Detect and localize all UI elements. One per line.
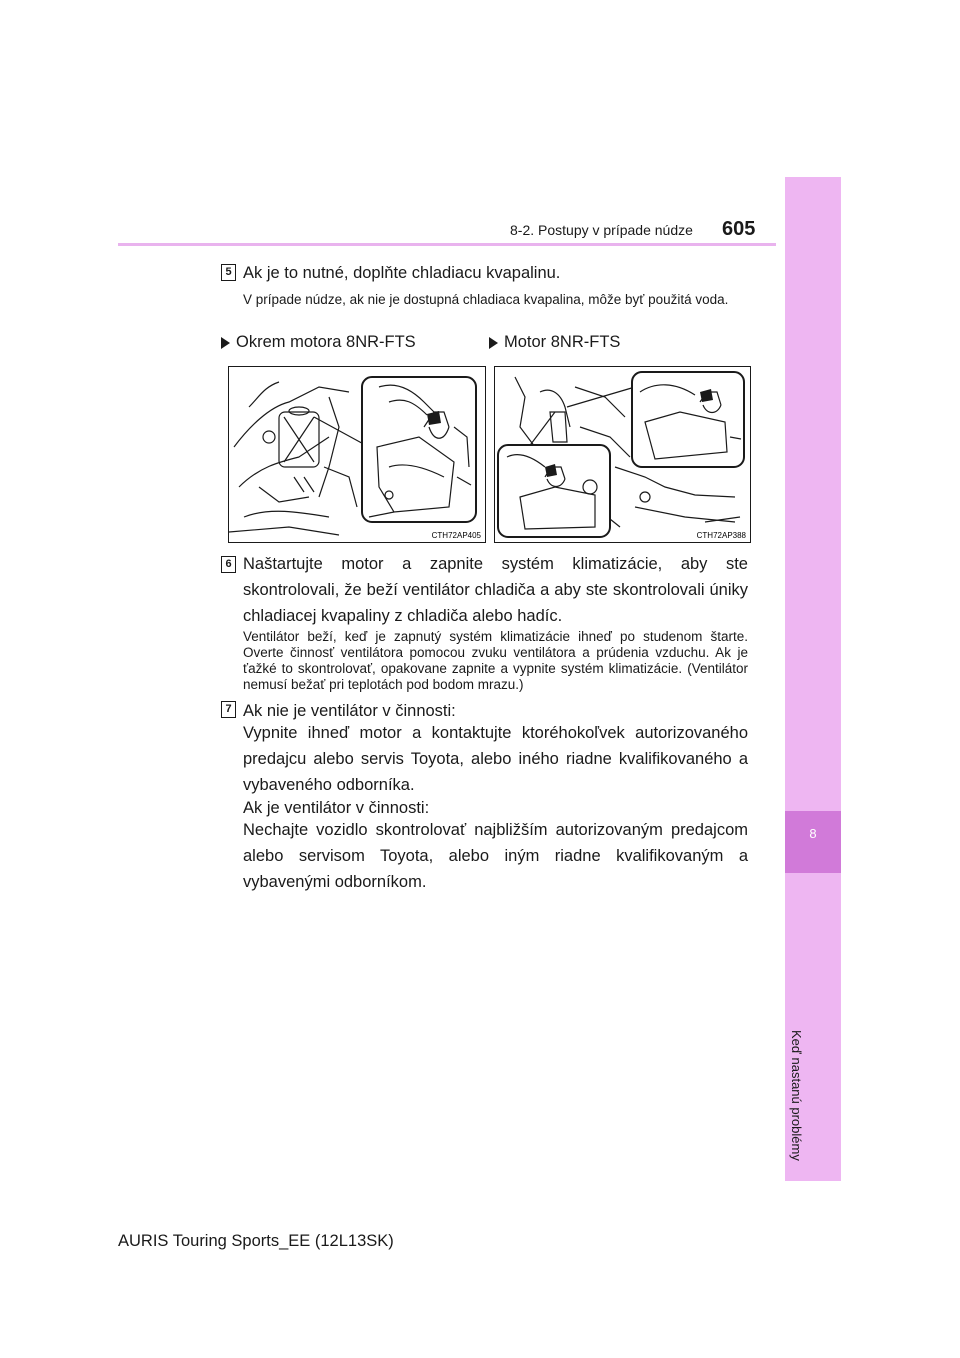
chapter-number: 8 bbox=[809, 826, 817, 841]
bullet-arrow-icon bbox=[221, 337, 230, 349]
page-number: 605 bbox=[722, 218, 756, 240]
step-6-note: Ventilátor beží, keď je zapnutý systém klimatizácie ihneď po studenom štarte. Overte činnosť ventilátora pomocou zvuku ventilátora a prúdenia vzduchu. Ak je ťažké to skontrolovať, opakovane zapnite a vypnite systém klimatizácie. (Ventilátor nemusí bežať pri teplotách pod bodom mrazu.) bbox=[243, 629, 748, 692]
engine-figure-right bbox=[494, 366, 751, 543]
figure-caption-right-text: Motor 8NR-FTS bbox=[504, 333, 621, 351]
figure-caption-right bbox=[489, 333, 620, 352]
engine-figure-left bbox=[228, 366, 486, 543]
step-7-text-4: Nechajte vozidlo skontrolovať najbližším autorizovaným predajcom alebo servisom Toyota, alebo iným riadne kvalifikovaným a vybavenými odborníkom. bbox=[243, 821, 748, 891]
figure-code-left: CTH72AP405 bbox=[431, 531, 481, 540]
chapter-number-box bbox=[785, 811, 841, 873]
figure-code-right: CTH72AP388 bbox=[696, 531, 746, 540]
chapter-label: Keď nastanú problémy bbox=[789, 1030, 804, 1161]
footer-model: AURIS Touring Sports_EE (12L13SK) bbox=[118, 1232, 394, 1250]
step-5-marker: 5 bbox=[221, 264, 236, 281]
step-6-text: Naštartujte motor a zapnite systém klimatizácie, aby ste skontrolovali, že beží ventilátor chladiča a aby ste skontrolovali úniky chladiacej kvapaliny z chladiča alebo hadíc. bbox=[243, 555, 748, 625]
engine-illustration-left bbox=[229, 367, 485, 542]
header-divider bbox=[118, 243, 776, 246]
step-7-text: Ak nie je ventilátor v činnosti: bbox=[243, 702, 456, 720]
step-7-text-3: Ak je ventilátor v činnosti: bbox=[243, 799, 430, 817]
step-5-note: V prípade núdze, ak nie je dostupná chladiaca kvapalina, môže byť použitá voda. bbox=[243, 292, 729, 307]
step-6-marker: 6 bbox=[221, 556, 236, 573]
step-7-text-2: Vypnite ihneď motor a kontaktujte ktoréhokoľvek autorizovaného predajcu alebo servis Toyota, alebo iného riadne kvalifikovaného a vybaveného odborníka. bbox=[243, 724, 748, 794]
section-title: 8-2. Postupy v prípade núdze bbox=[510, 222, 693, 238]
figure-caption-left-text: Okrem motora 8NR-FTS bbox=[236, 333, 416, 351]
figure-caption-left bbox=[221, 333, 416, 352]
step-7-marker: 7 bbox=[221, 701, 236, 718]
engine-illustration-right bbox=[495, 367, 750, 542]
bullet-arrow-icon bbox=[489, 337, 498, 349]
step-5-text: Ak je to nutné, doplňte chladiacu kvapalinu. bbox=[243, 264, 561, 282]
